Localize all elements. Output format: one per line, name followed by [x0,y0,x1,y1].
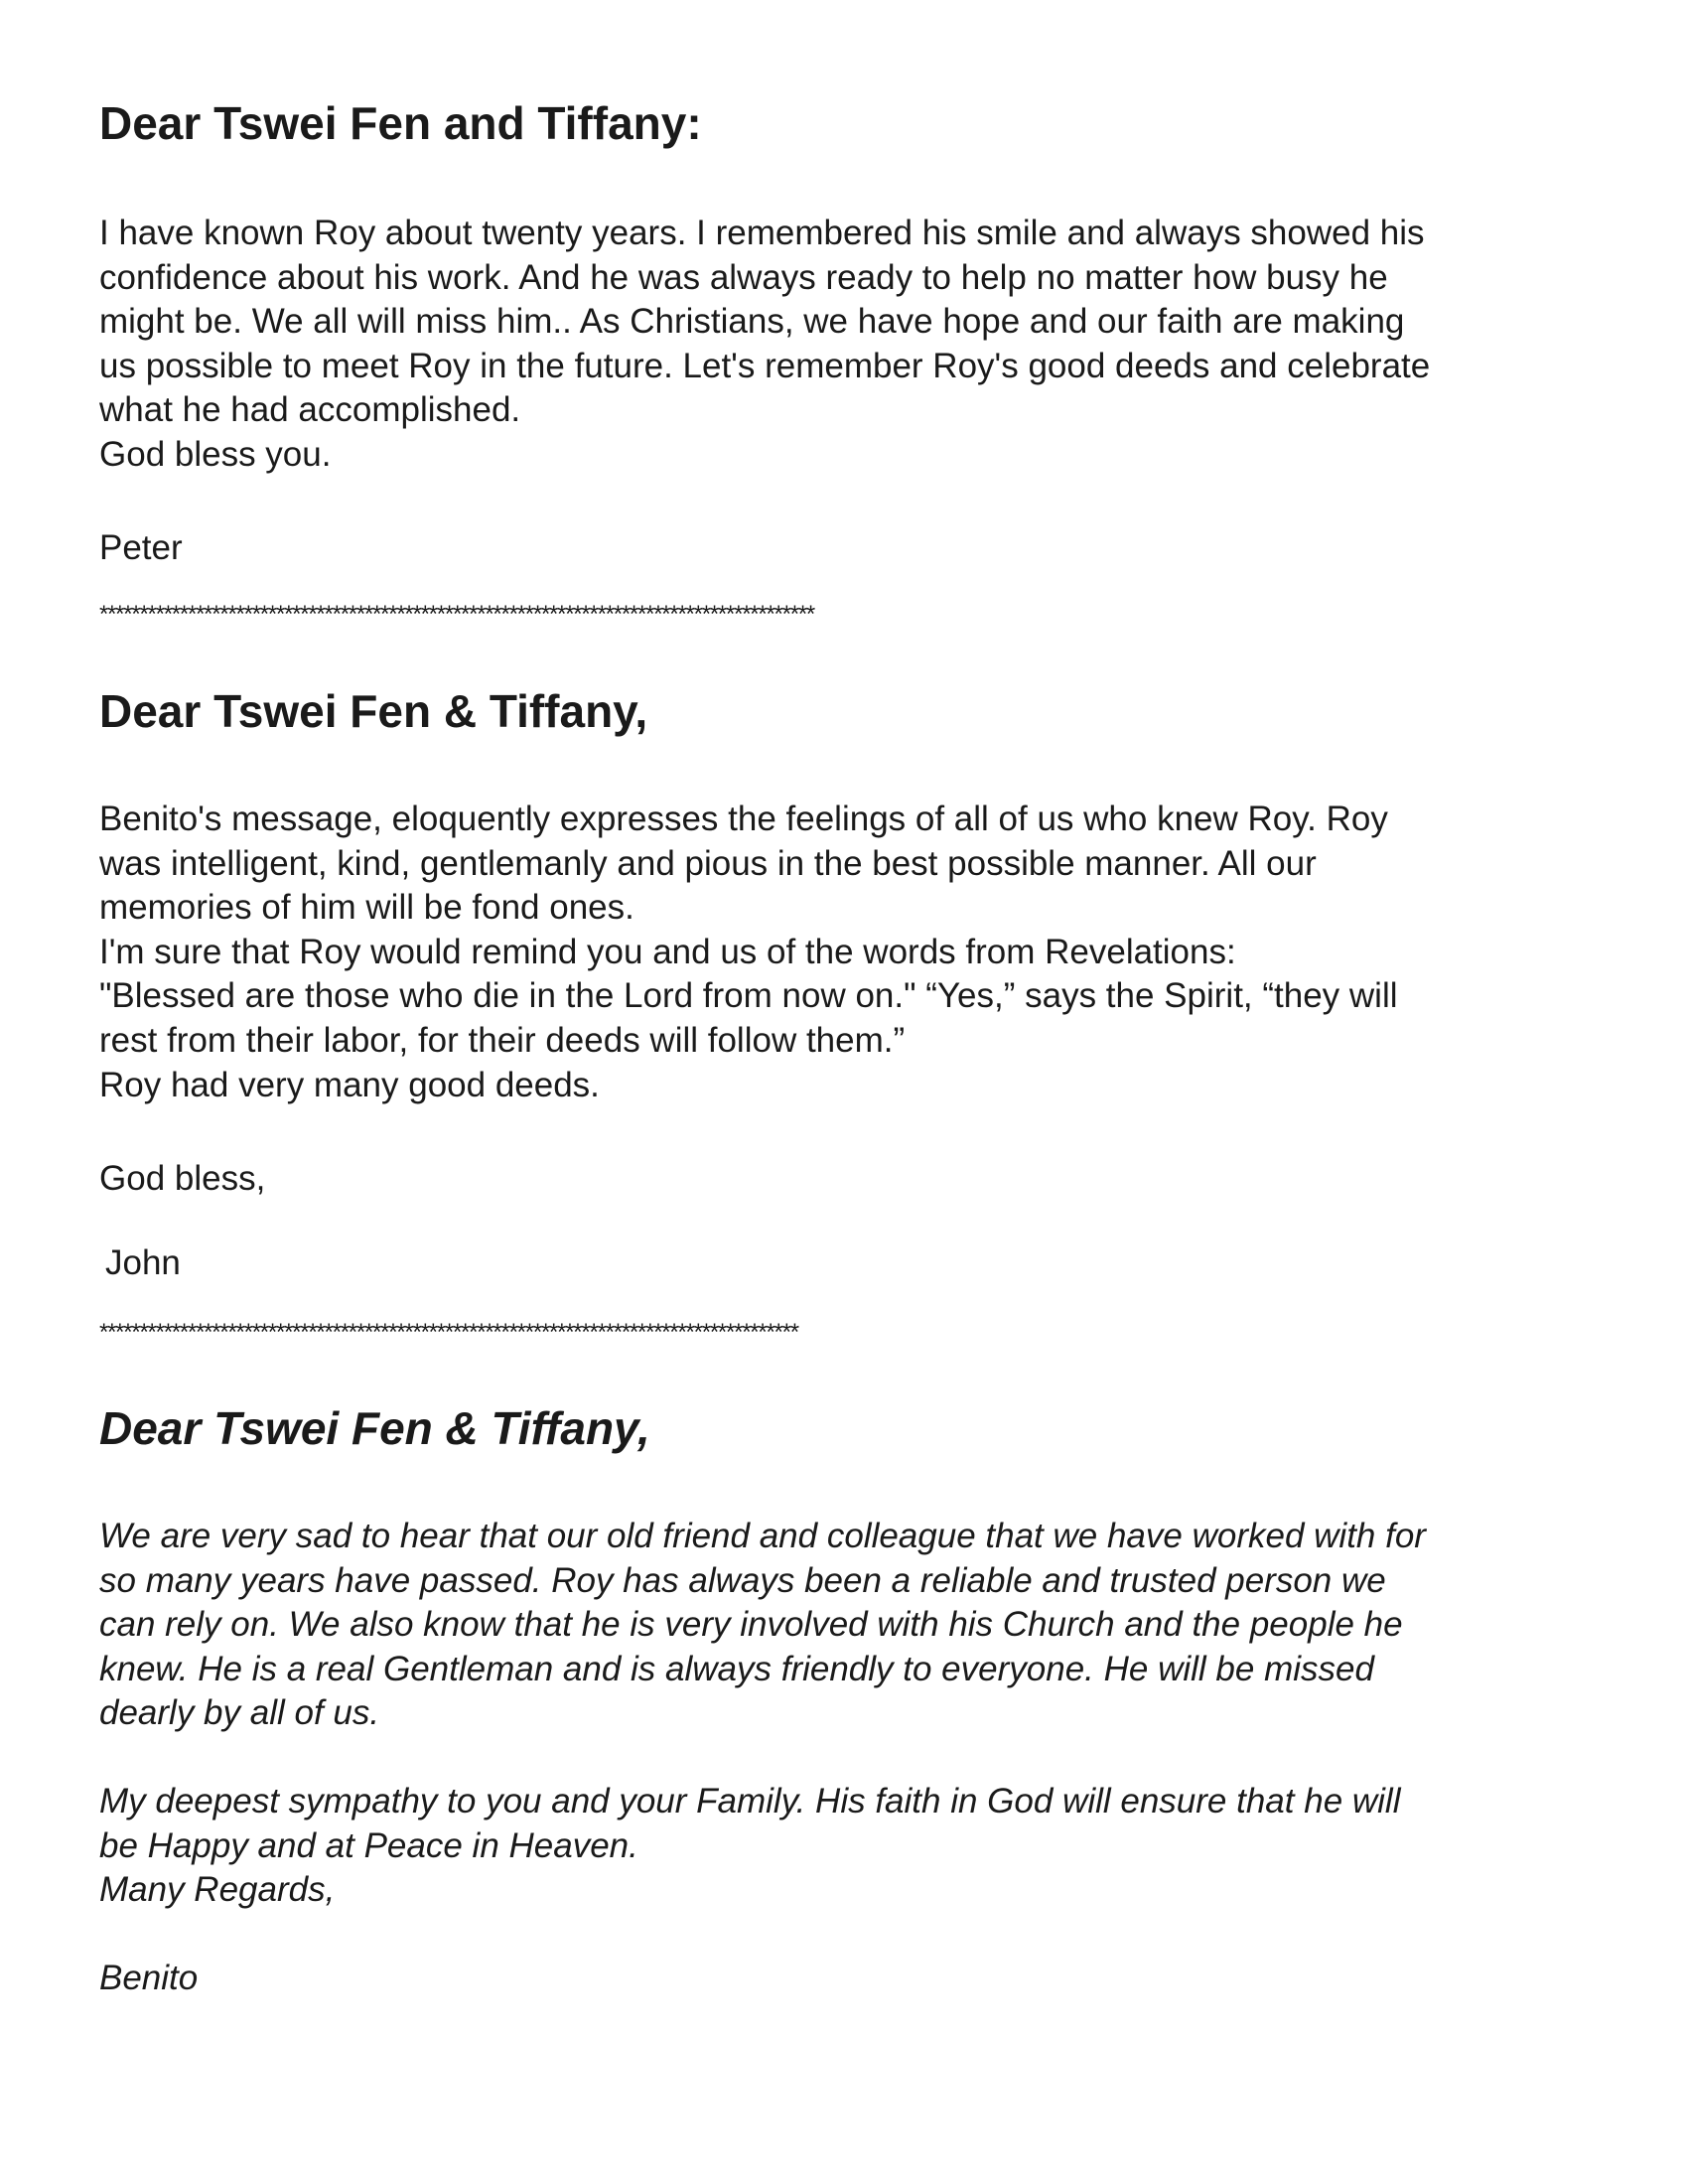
letter-2-line: Roy had very many good deeds. [99,1065,600,1104]
letter-1-line: us possible to meet Roy in the future. Let's remember Roy's good deeds and celebrate [99,346,1431,385]
letter-2-line: Benito's message, eloquently expresses the feelings of all of us who knew Roy. Roy [99,800,1388,838]
letter-3-salutation: Dear Tswei Fen & Tiffany, [99,1402,650,1454]
letter-2-line: was intelligent, kind, gentlemanly and pious in the best possible manner. All our [99,843,1317,883]
letter-1-line: God bless you. [99,434,332,474]
letter-2-line: memories of him will be fond ones. [99,888,634,928]
letter-3-signature: Benito [99,1959,199,1997]
letter-3-signoff: Many Regards, [99,1870,336,1909]
letter-3-body-2 [99,1780,1400,1868]
separator-1: ***************************************************************************************** [99,601,814,628]
letter-1-body [99,212,1430,478]
letter-1-line: confidence about his work. And he was always ready to help no matter how busy he [99,257,1388,297]
letter-2-line: "Blessed are those who die in the Lord from now on." “Yes,” says the Spirit, “they will [99,976,1398,1016]
letter-2-signature: John [105,1243,181,1282]
letter-3-line: so many years have passed. Roy has always been a reliable and trusted person we [99,1560,1386,1600]
letter-1-signature: Peter [99,528,183,567]
letter-1-line: what he had accomplished. [99,390,521,430]
letter-1-line: I have known Roy about twenty years. I remembered his smile and always showed his [99,214,1425,252]
letter-3-line: can rely on. We also know that he is very involved with his Church and the people he [99,1605,1403,1645]
letter-3-body [99,1515,1426,1736]
letter-2-line: I'm sure that Roy would remind you and us of the words from Revelations: [99,932,1236,971]
letter-2-body [99,798,1398,1107]
separator-2: *************************************************************************************** [99,1319,798,1346]
letter-1-line: might be. We all will miss him.. As Christians, we have hope and our faith are making [99,302,1405,342]
letter-3-line: knew. He is a real Gentleman and is always friendly to everyone. He will be missed [99,1649,1374,1688]
letter-3-line: We are very sad to hear that our old friend and colleague that we have worked with for [99,1517,1426,1555]
letter-3-line: My deepest sympathy to you and your Family. His faith in God will ensure that he will [99,1782,1401,1820]
letter-2-signoff: God bless, [99,1159,266,1198]
letter-2-salutation: Dear Tswei Fen & Tiffany, [99,685,648,737]
letter-3-line: dearly by all of us. [99,1693,380,1733]
letter-1-salutation: Dear Tswei Fen and Tiffany: [99,97,702,149]
letter-2-line: rest from their labor, for their deeds will follow them.” [99,1020,906,1060]
letter-3-line: be Happy and at Peace in Heaven. [99,1825,638,1865]
